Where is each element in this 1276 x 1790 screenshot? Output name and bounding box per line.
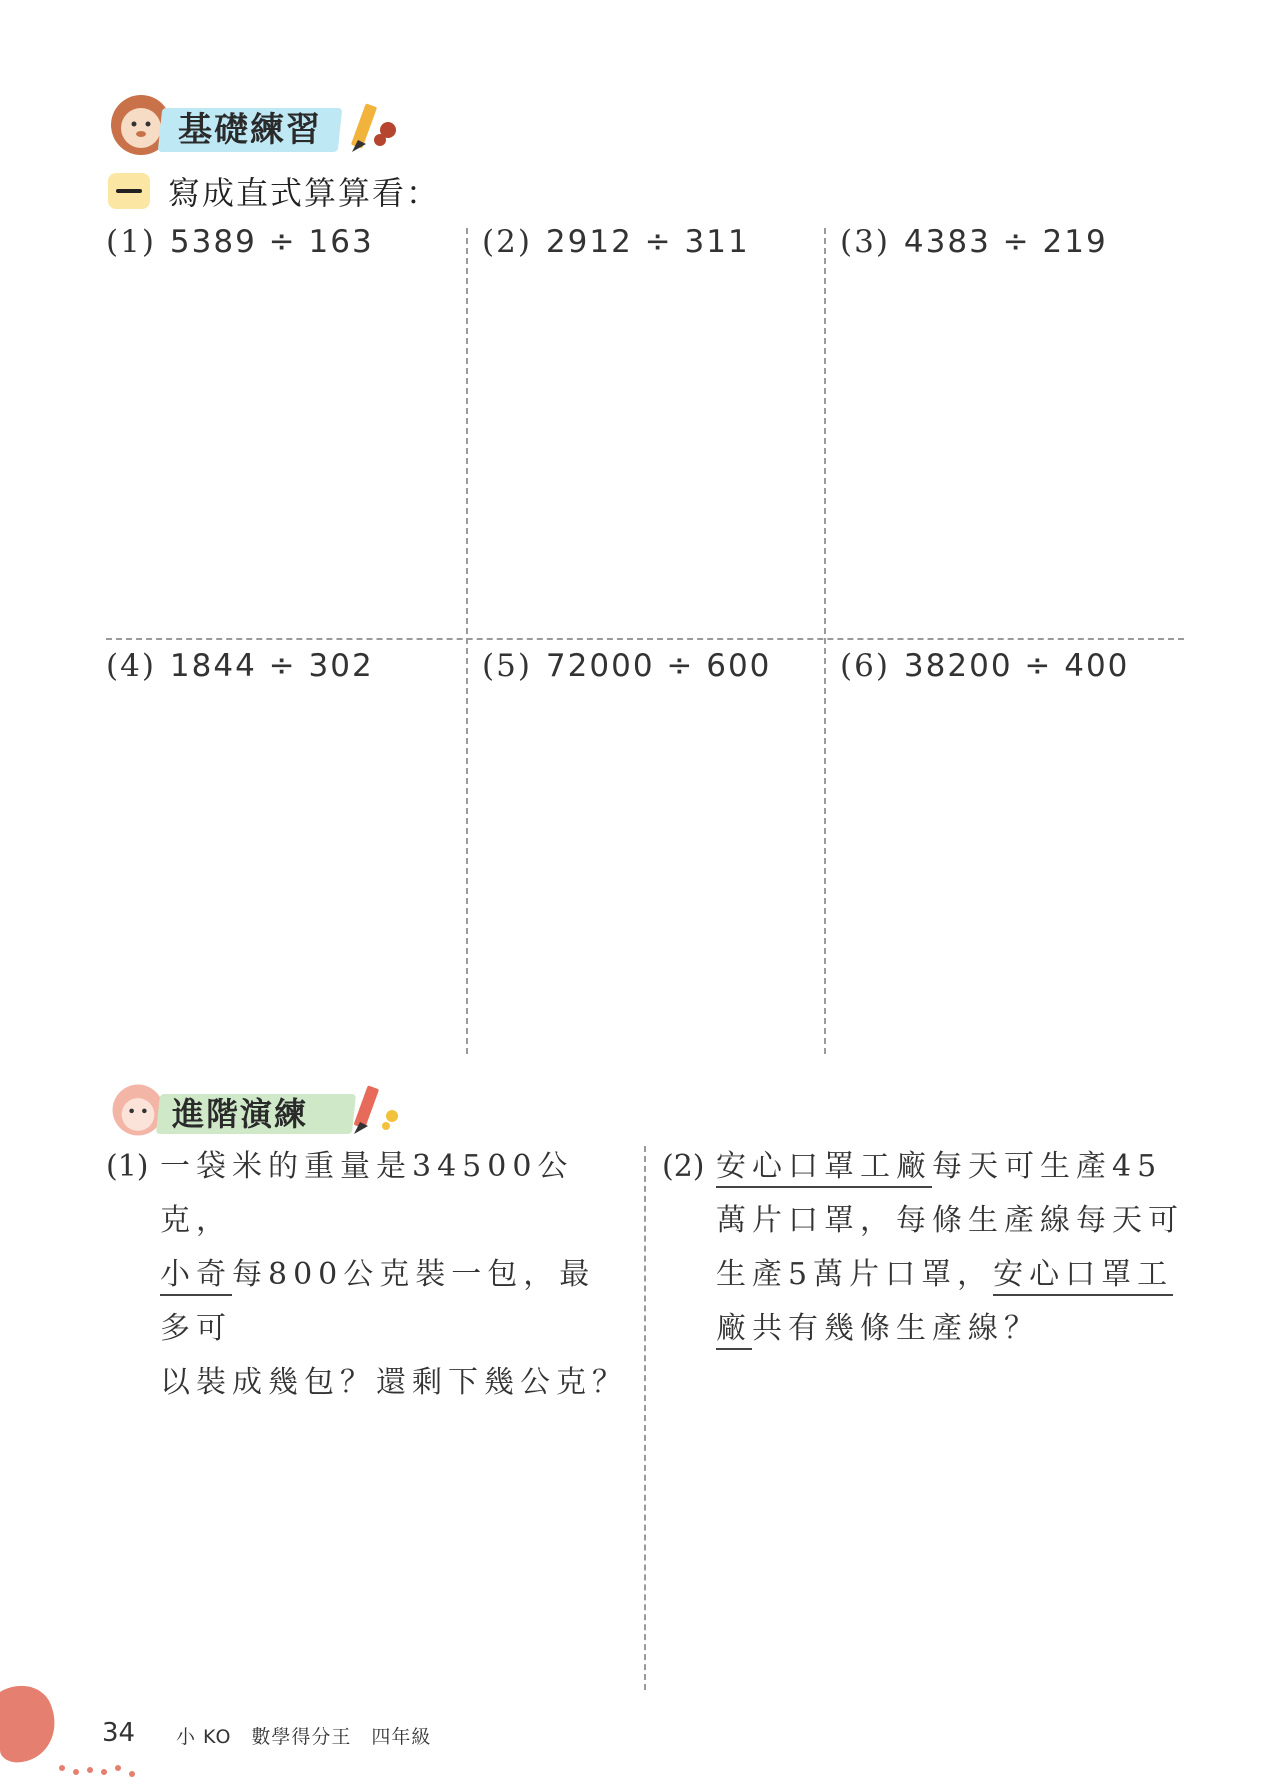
problem-5: [482, 648, 771, 684]
word-problem-text: 每800公克裝一包，最多可: [160, 1257, 596, 1346]
word-problem-line: 萬片口罩，每條生產線每天可: [716, 1203, 1184, 1238]
section-banner-title: 進階演練: [172, 1095, 309, 1133]
word-problem-line: 以裝成幾包？還剩下幾公克？: [160, 1365, 628, 1400]
underlined-name: 廠: [716, 1311, 752, 1350]
problem-label: (4): [106, 648, 156, 684]
word-problem-label: (2): [662, 1149, 705, 1184]
word-problem-line: 一袋米的重量是34500公克，: [160, 1149, 574, 1238]
problem-expression: 5389 ÷ 163: [169, 224, 374, 260]
problem-label: (2): [482, 224, 532, 260]
problem-1: [106, 224, 374, 260]
grid-divider-h: [106, 638, 1184, 640]
section-banner-title: 基礎練習: [178, 110, 322, 150]
pencil-icon: [344, 98, 400, 160]
underlined-name: 安心口罩工廠: [716, 1149, 932, 1188]
grid-divider-v1: [466, 228, 468, 1054]
word-problem-line: [160, 1248, 630, 1356]
word-problem-text: 生產5萬片口罩，: [716, 1257, 994, 1292]
problem-4: [106, 648, 374, 684]
problem-label: (3): [840, 224, 890, 260]
section-banner-advanced: [108, 1080, 408, 1148]
problem-expression: 38200 ÷ 400: [903, 648, 1130, 684]
word-problem-label: (1): [106, 1149, 149, 1184]
page-number: 34: [102, 1718, 136, 1748]
problem-label: (1): [106, 224, 156, 260]
problem-3: [840, 224, 1108, 260]
grid-divider-v2: [824, 228, 826, 1054]
word-problem-text: 每天可生產45: [932, 1149, 1163, 1184]
word-problem-divider: [644, 1146, 646, 1690]
word-problem-line: [716, 1302, 1196, 1356]
pencil-icon: [346, 1082, 406, 1142]
word-problem-line: [716, 1140, 1196, 1194]
word-problem-line: [716, 1248, 1196, 1302]
problem-expression: 72000 ÷ 600: [545, 648, 772, 684]
word-problem-1: [106, 1140, 630, 1410]
section-number-badge: [108, 173, 150, 209]
problem-expression: 1844 ÷ 302: [169, 648, 374, 684]
word-problem-2: [662, 1140, 1196, 1356]
exercise-instruction: 寫成直式算算看：: [168, 174, 441, 212]
section-banner-basic: [108, 92, 398, 166]
problem-expression: 2912 ÷ 311: [545, 224, 750, 260]
underlined-name: 小奇: [160, 1257, 232, 1296]
word-problem-text: 共有幾條生產線？: [752, 1311, 1040, 1346]
problem-label: (6): [840, 648, 890, 684]
exercise-heading: [108, 168, 440, 214]
problem-6: [840, 648, 1129, 684]
underlined-name: 安心口罩工: [993, 1257, 1173, 1296]
problem-label: (5): [482, 648, 532, 684]
book-title: 小 KO 數學得分王 四年級: [176, 1726, 432, 1748]
problem-expression: 4383 ÷ 219: [903, 224, 1108, 260]
problem-2: [482, 224, 750, 260]
